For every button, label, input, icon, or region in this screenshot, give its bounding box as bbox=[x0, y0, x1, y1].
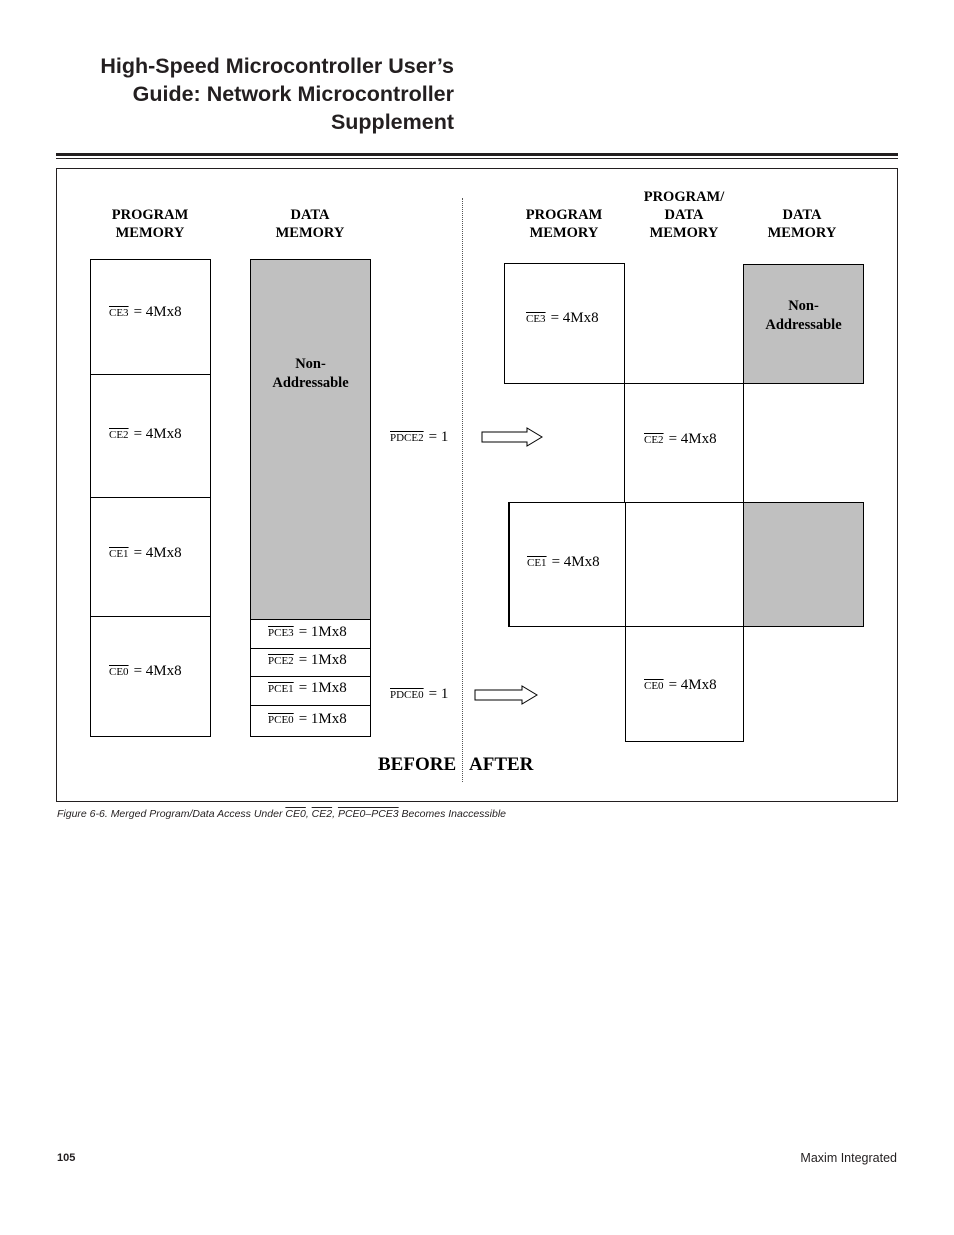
block-label: PCE1 = 1Mx8 bbox=[268, 680, 347, 696]
block-size: 4Mx8 bbox=[145, 426, 182, 442]
block-size: 1Mx8 bbox=[310, 652, 347, 668]
before-data-block-pce1 bbox=[250, 676, 371, 706]
after-label: AFTER bbox=[469, 754, 534, 775]
after-merged-block-ce2 bbox=[624, 383, 744, 503]
non-addressable-label: Non- Addressable bbox=[765, 298, 842, 333]
block-label: CE1 = 4Mx8 bbox=[527, 554, 600, 570]
block-size: 4Mx8 bbox=[562, 310, 599, 326]
transition-pdce0: PDCE0 = 1 bbox=[390, 686, 449, 702]
before-data-block-pce3 bbox=[250, 619, 371, 649]
after-program-block-ce1 bbox=[508, 502, 626, 627]
block-size: 4Mx8 bbox=[145, 304, 182, 320]
before-program-block-ce1 bbox=[90, 497, 211, 617]
before-label: BEFORE bbox=[378, 754, 457, 775]
before-data-block-pce2 bbox=[250, 648, 371, 677]
page-number: 105 bbox=[57, 1152, 76, 1164]
signal-name: CE2 bbox=[644, 434, 664, 446]
signal-name: PDCE2 bbox=[390, 432, 424, 444]
signal-value: 1 bbox=[440, 429, 449, 445]
before-data-memory-header: DATA MEMORY bbox=[275, 207, 345, 241]
company-name: Maxim Integrated bbox=[800, 1151, 897, 1165]
after-merged-block-ce0 bbox=[625, 626, 744, 742]
before-program-block-ce2 bbox=[90, 374, 211, 498]
signal-value: 1 bbox=[440, 686, 449, 702]
signal-name: CE0 bbox=[109, 666, 129, 678]
signal-name: CE1 bbox=[527, 557, 547, 569]
block-size: 1Mx8 bbox=[310, 711, 347, 727]
before-program-block-ce3 bbox=[90, 259, 211, 375]
after-data-non-addressable-lower bbox=[743, 502, 864, 627]
before-program-memory-header: PROGRAM MEMORY bbox=[111, 207, 189, 241]
arrow-right-icon bbox=[481, 427, 545, 447]
signal-name: PCE3 bbox=[268, 627, 294, 639]
block-label: CE3 = 4Mx8 bbox=[526, 310, 599, 326]
block-size: 1Mx8 bbox=[310, 680, 347, 696]
block-size: 4Mx8 bbox=[680, 677, 717, 693]
signal-name: CE3 bbox=[109, 307, 129, 319]
block-label: CE2 = 4Mx8 bbox=[644, 431, 717, 447]
signal-name: CE1 bbox=[109, 548, 129, 560]
after-program-block-ce3 bbox=[504, 263, 625, 384]
title-line-1: High-Speed Microcontroller User’s bbox=[100, 54, 454, 78]
transition-pdce2: PDCE2 = 1 bbox=[390, 429, 449, 445]
after-program-data-memory-header: PROGRAM/ DATA MEMORY bbox=[643, 189, 725, 241]
block-label: CE1 = 4Mx8 bbox=[109, 545, 182, 561]
document-title bbox=[40, 52, 454, 136]
before-data-block-pce0 bbox=[250, 705, 371, 737]
block-label: PCE0 = 1Mx8 bbox=[268, 711, 347, 727]
after-merged-block-empty bbox=[625, 502, 744, 627]
block-size: 4Mx8 bbox=[680, 431, 717, 447]
before-data-non-addressable bbox=[250, 259, 371, 620]
figure-caption: Figure 6-6. Merged Program/Data Access Under CE0, CE2, PCE0–PCE3 Becomes Inaccessible bbox=[57, 808, 507, 820]
signal-name: CE2 bbox=[109, 429, 129, 441]
before-program-block-ce0 bbox=[90, 616, 211, 737]
block-size: 1Mx8 bbox=[310, 624, 347, 640]
title-line-3: Supplement bbox=[330, 110, 454, 134]
block-label: CE0 = 4Mx8 bbox=[109, 663, 182, 679]
signal-name: PDCE0 bbox=[390, 689, 424, 701]
after-program-memory-header: PROGRAM MEMORY bbox=[525, 207, 603, 241]
block-label: PCE2 = 1Mx8 bbox=[268, 652, 347, 668]
after-data-memory-header: DATA MEMORY bbox=[767, 207, 837, 241]
header-rule-thin bbox=[56, 158, 898, 159]
block-label: PCE3 = 1Mx8 bbox=[268, 624, 347, 640]
after-data-non-addressable-upper bbox=[743, 264, 864, 384]
signal-name: PCE2 bbox=[268, 655, 294, 667]
block-label: CE2 = 4Mx8 bbox=[109, 426, 182, 442]
block-label: CE3 = 4Mx8 bbox=[109, 304, 182, 320]
header-rule-thick bbox=[56, 153, 898, 156]
non-addressable-label: Non- Addressable bbox=[272, 356, 349, 391]
block-size: 4Mx8 bbox=[145, 663, 182, 679]
signal-name: PCE1 bbox=[268, 683, 294, 695]
signal-name: CE3 bbox=[526, 313, 546, 325]
signal-name: CE0 bbox=[644, 680, 664, 692]
title-line-2: Guide: Network Microcontroller bbox=[132, 82, 454, 106]
block-size: 4Mx8 bbox=[563, 554, 600, 570]
arrow-right-icon bbox=[474, 685, 540, 705]
block-label: CE0 = 4Mx8 bbox=[644, 677, 717, 693]
block-size: 4Mx8 bbox=[145, 545, 182, 561]
signal-name: PCE0 bbox=[268, 714, 294, 726]
before-after-divider bbox=[462, 198, 463, 782]
